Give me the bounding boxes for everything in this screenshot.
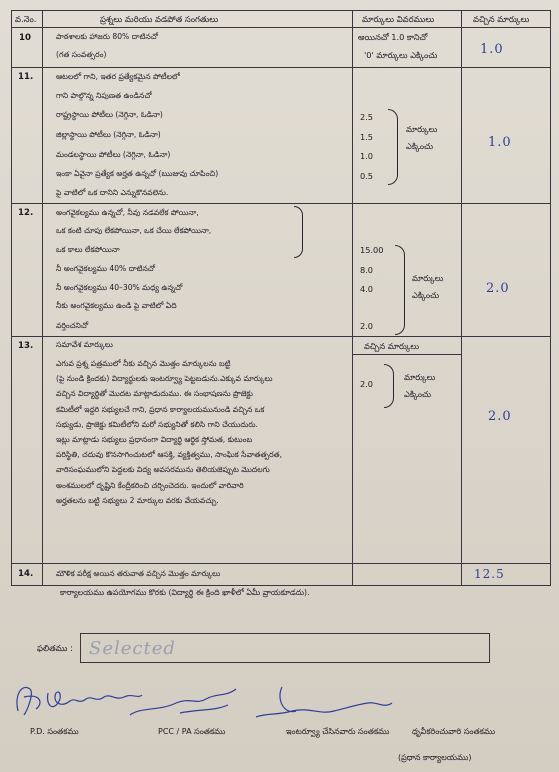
question-line: నీ అంగవైకల్యము 40–30% మధ్య ఉన్నచో (56, 283, 183, 292)
marks-value: 2.0 (360, 379, 374, 389)
question-line: నీ అంగవైకల్యము 40% దాటినచో (56, 264, 156, 273)
question-line: వర్తించనిచో (56, 321, 89, 330)
office-use-note: కార్యాలయము ఉపయోగము కొరకు (విద్యార్థి ఈ క్రింది ఖాళీలో ఏమీ వ్రాయకూడదు). (60, 588, 310, 597)
column-divider (352, 11, 353, 585)
question-line: ఇంకా ఏవైనా ప్రత్యేక అర్హత ఉన్నచో (ఋజువు చూపించి) (56, 169, 219, 178)
row-divider (12, 563, 550, 564)
marks-value: 15.00 (360, 245, 384, 255)
marks-label: మార్కులు (406, 124, 438, 134)
paragraph-line: వచ్చిన విద్యార్థితో మొదట మాట్లాడుదుము. ఈ సంభాషణను ప్రొజెక్టు (56, 389, 253, 399)
column-divider (461, 11, 462, 585)
marks-rule: అయినచో 1.0 కానిచో (358, 32, 428, 42)
row-divider (12, 336, 550, 337)
obtained-mark: 1.0 (488, 135, 512, 150)
marks-value: 2.5 (360, 112, 374, 122)
question-line: నీకు అంగవైకల్యము ఉండి పై వాటిలో ఏది (56, 301, 177, 310)
marks-label: మార్కులు (412, 273, 444, 283)
marks-table (11, 10, 551, 586)
paragraph-line: (పై నుండి క్రిందకు) విద్యార్థులకు ఇంటర్వ్యూ పెట్టబడును.ఎక్కువ మార్కులు (56, 374, 273, 384)
question-line: మౌళిక పరీక్ష అయిన తరువాత వచ్చిన మొత్తం మార్కులు (56, 569, 221, 578)
result-value: Selected (89, 638, 176, 659)
marks-value: 1.5 (360, 132, 374, 142)
header-sno: వ.నెం. (15, 14, 37, 24)
marks-value: 0.5 (360, 171, 374, 181)
marks-value: 2.0 (360, 321, 374, 331)
marks-label: ఎక్కించు (404, 389, 432, 399)
paragraph-line: సభ్యుడు, ప్రొజెక్టు కమిటీలోని మరో సభ్యునితో కలిసి గాని చేయుదురు. (56, 419, 258, 429)
result-label: ఫలితము : (37, 643, 73, 653)
obtained-mark: 12.5 (474, 567, 505, 581)
marks-value: 8.0 (360, 265, 374, 275)
row-number: 11. (18, 72, 34, 82)
pd-signature (17, 687, 142, 715)
marks-rule: '0' మార్కులు ఎక్కించు (364, 50, 438, 60)
question-line: గాని పాల్గొన్న నిపుణత ఉండినచో (56, 91, 152, 100)
row-divider (352, 354, 461, 355)
paragraph-line: పరిస్థితి, చదువు కొనసాగించుటలో ఆసక్తి, వ్యక్తిత్వము, సాంఘిక సేవాతత్పరత, (56, 450, 282, 460)
question-line: జిల్లాస్థాయి పోటీలు (నెగ్గినా, ఓడినా) (56, 130, 161, 139)
question-line: ఒక కాలు లేకపోయినా (56, 245, 120, 254)
header-obtained: వచ్చిన మార్కులు (473, 14, 530, 24)
marks-label: మార్కులు (404, 372, 436, 382)
head-office-label: (ప్రధాన కార్యాలయము) (398, 753, 472, 762)
paragraph-line: వారిసంఘములోని పెద్దలకు విద్య అవసరమును తెలియజెప్పుట మొదలగు (56, 465, 270, 475)
paragraph-line: కమిటీలో ఇద్దరి సభ్యులచే గాని, ప్రధాన కార్యాలయమునుండి వచ్చిన ఒక (56, 404, 265, 414)
row-divider (12, 203, 550, 204)
interviewer-signature (256, 687, 392, 717)
marks-value: 4.0 (360, 284, 374, 294)
row-number: 13. (18, 341, 34, 351)
result-box (80, 633, 490, 663)
brace (294, 206, 303, 258)
obtained-mark: 1.0 (480, 42, 504, 57)
header-marks-details: మార్కులు వివరములు (362, 14, 435, 24)
question-line: అంగవైకల్యము ఉన్నచో, నీవు నడవలేక పోయినా, (56, 208, 199, 217)
row-divider (12, 67, 550, 68)
paragraph-line: అంశములలో దృష్టిని కేంద్రీకరించి చర్చించెదరు. ఇందులో వారివారి (56, 480, 244, 490)
signature-scribbles (0, 675, 559, 735)
paragraph-line: ఎగువ ప్రశ్న పత్రములో నీకు వచ్చిన మొత్తం మార్కులను బట్టి (56, 359, 231, 368)
paragraph-line: అర్హతలను బట్టి సభ్యులు 2 మార్కుల వరకు వేయవచ్చు. (56, 495, 219, 505)
row-number: 10 (19, 33, 31, 43)
row-number: 14. (18, 569, 34, 579)
marks-label: ఎక్కించు (406, 141, 434, 151)
section-title: సమావేశ మార్కులు (56, 340, 113, 349)
brace (395, 245, 405, 335)
question-line: రాష్ట్రస్థాయి పోటీలు (నెగ్గినా, ఓడినా) (56, 110, 163, 119)
interviewer-signature-label: ఇంటర్వ్యూ చేసినవారు సంతకము (286, 727, 390, 736)
question-line: పై వాటిలో ఒక దానిని ఎన్నుకొనవలెను. (56, 188, 169, 197)
paragraph-line: ఇట్లు మాట్లాడు సభ్యులు ప్రధానంగా విద్యార్థి ఆర్థిక స్తోమత, కుటుంబ (56, 435, 253, 445)
question-line: ఆటలలో గాని, ఇతర ప్రత్యేకమైన పోటీలలో (56, 72, 180, 81)
approver-signature-label: ధృవీకరించువారి సంతకము (412, 727, 496, 736)
description-paragraph (56, 356, 282, 508)
marks-title: వచ్చిన మార్కులు (364, 341, 420, 351)
obtained-mark: 2.0 (488, 409, 512, 424)
header-question: ప్రశ్నలు మరియు వడపోత సంగతులు (100, 14, 219, 24)
question-line: మండలస్థాయి పోటీలు (నెగ్గినా, ఓడినా) (56, 150, 171, 159)
pcc-signature-label: PCC / PA సంతకము (158, 727, 226, 736)
marks-value: 1.0 (360, 151, 374, 161)
question-line: ఒక కంటి చూపు లేకపోయినా, ఒక చేయి లేకపోయినా, (56, 226, 212, 235)
pd-signature-label: P.D. సంతకము (30, 727, 79, 736)
pcc-signature (130, 689, 236, 715)
column-divider (42, 11, 43, 585)
obtained-mark: 2.0 (486, 281, 510, 296)
row-number: 12. (18, 208, 34, 218)
marks-label: ఎక్కించు (412, 290, 440, 300)
brace (388, 109, 398, 185)
question-line: పాఠశాలకు హాజరు 80% దాటినచో (56, 32, 159, 41)
question-line: (గత సంవత్సరం) (56, 50, 107, 59)
row-divider (12, 27, 550, 28)
brace (384, 364, 394, 408)
